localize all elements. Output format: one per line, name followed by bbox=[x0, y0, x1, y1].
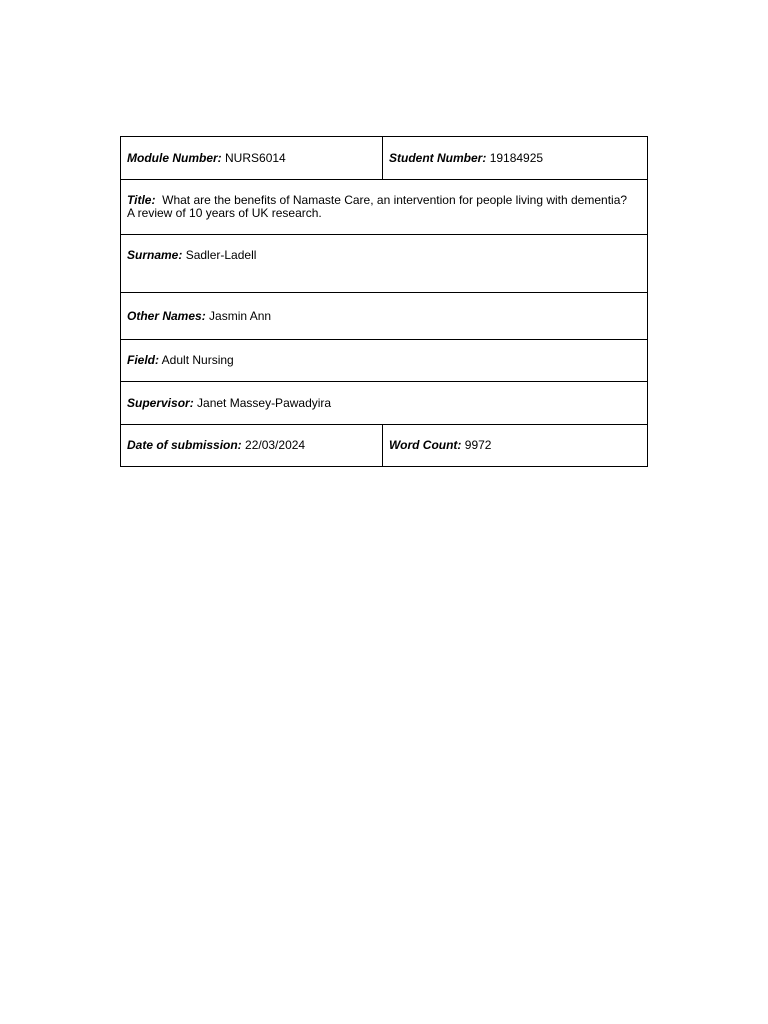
supervisor-cell bbox=[121, 382, 648, 425]
supervisor-label: Supervisor: bbox=[127, 395, 194, 410]
submission-date-value: 22/03/2024 bbox=[245, 438, 306, 452]
other-names-label: Other Names: bbox=[127, 308, 206, 323]
word-count-label: Word Count: bbox=[389, 438, 462, 452]
other-names-cell bbox=[121, 293, 648, 340]
module-student-row bbox=[121, 137, 648, 180]
other-names-row bbox=[121, 293, 648, 340]
other-names-value: Jasmin Ann bbox=[209, 308, 272, 323]
field-label: Field: bbox=[127, 353, 159, 367]
title-line-2: A review of 10 years of UK research. bbox=[127, 206, 322, 220]
module-number-label: Module Number: bbox=[127, 150, 222, 165]
module-number-value: NURS6014 bbox=[225, 150, 286, 165]
cover-sheet-table bbox=[120, 136, 648, 467]
supervisor-row bbox=[121, 382, 648, 425]
title-row bbox=[121, 180, 648, 235]
title-cell bbox=[121, 180, 648, 235]
student-number-cell bbox=[383, 137, 648, 180]
student-number-value: 19184925 bbox=[489, 150, 544, 165]
field-value: Adult Nursing bbox=[161, 353, 234, 367]
supervisor-value: Janet Massey-Pawadyira bbox=[197, 395, 332, 410]
module-number-cell bbox=[121, 137, 383, 180]
field-cell bbox=[121, 340, 648, 382]
word-count-cell bbox=[383, 425, 648, 467]
student-number-label: Student Number: bbox=[389, 150, 487, 165]
title-line-1: What are the benefits of Namaste Care, an intervention for people living with dementia? bbox=[162, 193, 628, 207]
word-count-value: 9972 bbox=[464, 438, 492, 452]
submission-wordcount-row bbox=[121, 425, 648, 467]
surname-label: Surname: bbox=[127, 248, 183, 262]
field-row bbox=[121, 340, 648, 382]
surname-cell bbox=[121, 235, 648, 293]
submission-date-label: Date of submission: bbox=[127, 438, 242, 452]
submission-date-cell bbox=[121, 425, 383, 467]
title-label: Title: bbox=[127, 193, 156, 207]
surname-value: Sadler-Ladell bbox=[185, 248, 257, 262]
surname-row bbox=[121, 235, 648, 293]
